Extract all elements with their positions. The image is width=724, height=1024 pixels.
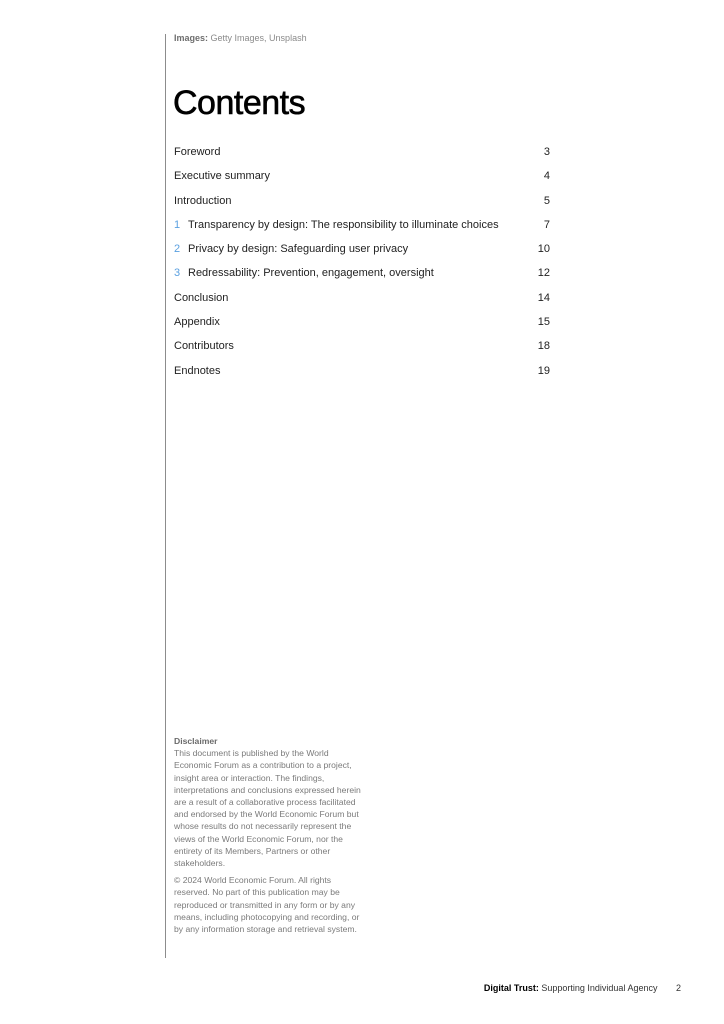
toc-item-page: 5 xyxy=(543,194,550,207)
toc-item-page: 10 xyxy=(537,243,550,256)
disclaimer xyxy=(174,735,364,935)
toc-item-introduction[interactable] xyxy=(174,193,550,217)
toc-item-page: 4 xyxy=(543,170,550,183)
disclaimer-body: This document is published by the World Economic Forum as a contribution to a project, insight area or interaction. The findings, interpretations and conclusions expressed herein are a result of a collaborative process facilitated and endorsed by the World Economic Forum but whose results do not necessarily represent the views of the World Economic Forum, nor the entirety of its Members, Partners or other stakeholders. xyxy=(174,748,361,869)
page-number: 2 xyxy=(675,983,681,993)
toc-item-redressability[interactable] xyxy=(174,265,550,289)
toc-item-label: Executive summary xyxy=(174,170,270,183)
toc-item-label: Conclusion xyxy=(174,291,229,304)
disclaimer-heading: Disclaimer xyxy=(174,736,218,746)
vertical-rule xyxy=(165,34,166,958)
toc-item-page: 18 xyxy=(537,340,550,353)
toc-item-number: 3 xyxy=(174,267,181,280)
toc-item-label: Contributors xyxy=(174,340,234,353)
toc-item-contributors[interactable] xyxy=(174,338,550,362)
toc-item-page: 15 xyxy=(537,316,550,329)
page-title: Contents xyxy=(173,84,306,122)
toc-item-number: 2 xyxy=(174,243,181,256)
toc-item-privacy[interactable] xyxy=(174,241,550,265)
copyright-notice: © 2024 World Economic Forum. All rights reserved. No part of this publication may be reproduced or transmitted in any form or by any means, including photocopying and recording, or by any information storage and retrieval system. xyxy=(174,875,360,935)
footer-title: Supporting Individual Agency xyxy=(541,983,658,993)
page-footer xyxy=(484,983,681,993)
toc-item-label: Foreword xyxy=(174,146,221,158)
toc-item-page: 3 xyxy=(543,146,550,158)
toc-item-appendix[interactable] xyxy=(174,314,550,338)
table-of-contents xyxy=(174,144,550,387)
toc-item-page: 19 xyxy=(537,364,550,377)
toc-item-page: 12 xyxy=(537,267,550,280)
toc-item-label: Introduction xyxy=(174,194,232,207)
toc-item-page: 7 xyxy=(543,218,550,231)
toc-item-number: 1 xyxy=(174,218,181,231)
toc-item-label: Privacy by design: Safeguarding user privacy xyxy=(188,243,409,256)
toc-item-label: Transparency by design: The responsibility to illuminate choices xyxy=(188,218,499,231)
toc-item-page: 14 xyxy=(537,291,550,304)
toc-item-executive-summary[interactable] xyxy=(174,168,550,192)
image-credits-text: Getty Images, Unsplash xyxy=(210,33,307,43)
toc-item-label: Endnotes xyxy=(174,364,221,377)
toc-item-conclusion[interactable] xyxy=(174,290,550,314)
image-credits-label: Images: xyxy=(174,33,209,43)
toc-item-transparency[interactable] xyxy=(174,217,550,241)
footer-title-bold: Digital Trust: xyxy=(483,983,539,993)
toc-item-label: Redressability: Prevention, engagement, oversight xyxy=(188,267,434,280)
toc-item-label: Appendix xyxy=(174,316,220,329)
image-credits xyxy=(174,33,307,43)
toc-item-foreword[interactable] xyxy=(174,144,550,168)
toc-item-endnotes[interactable] xyxy=(174,363,550,387)
